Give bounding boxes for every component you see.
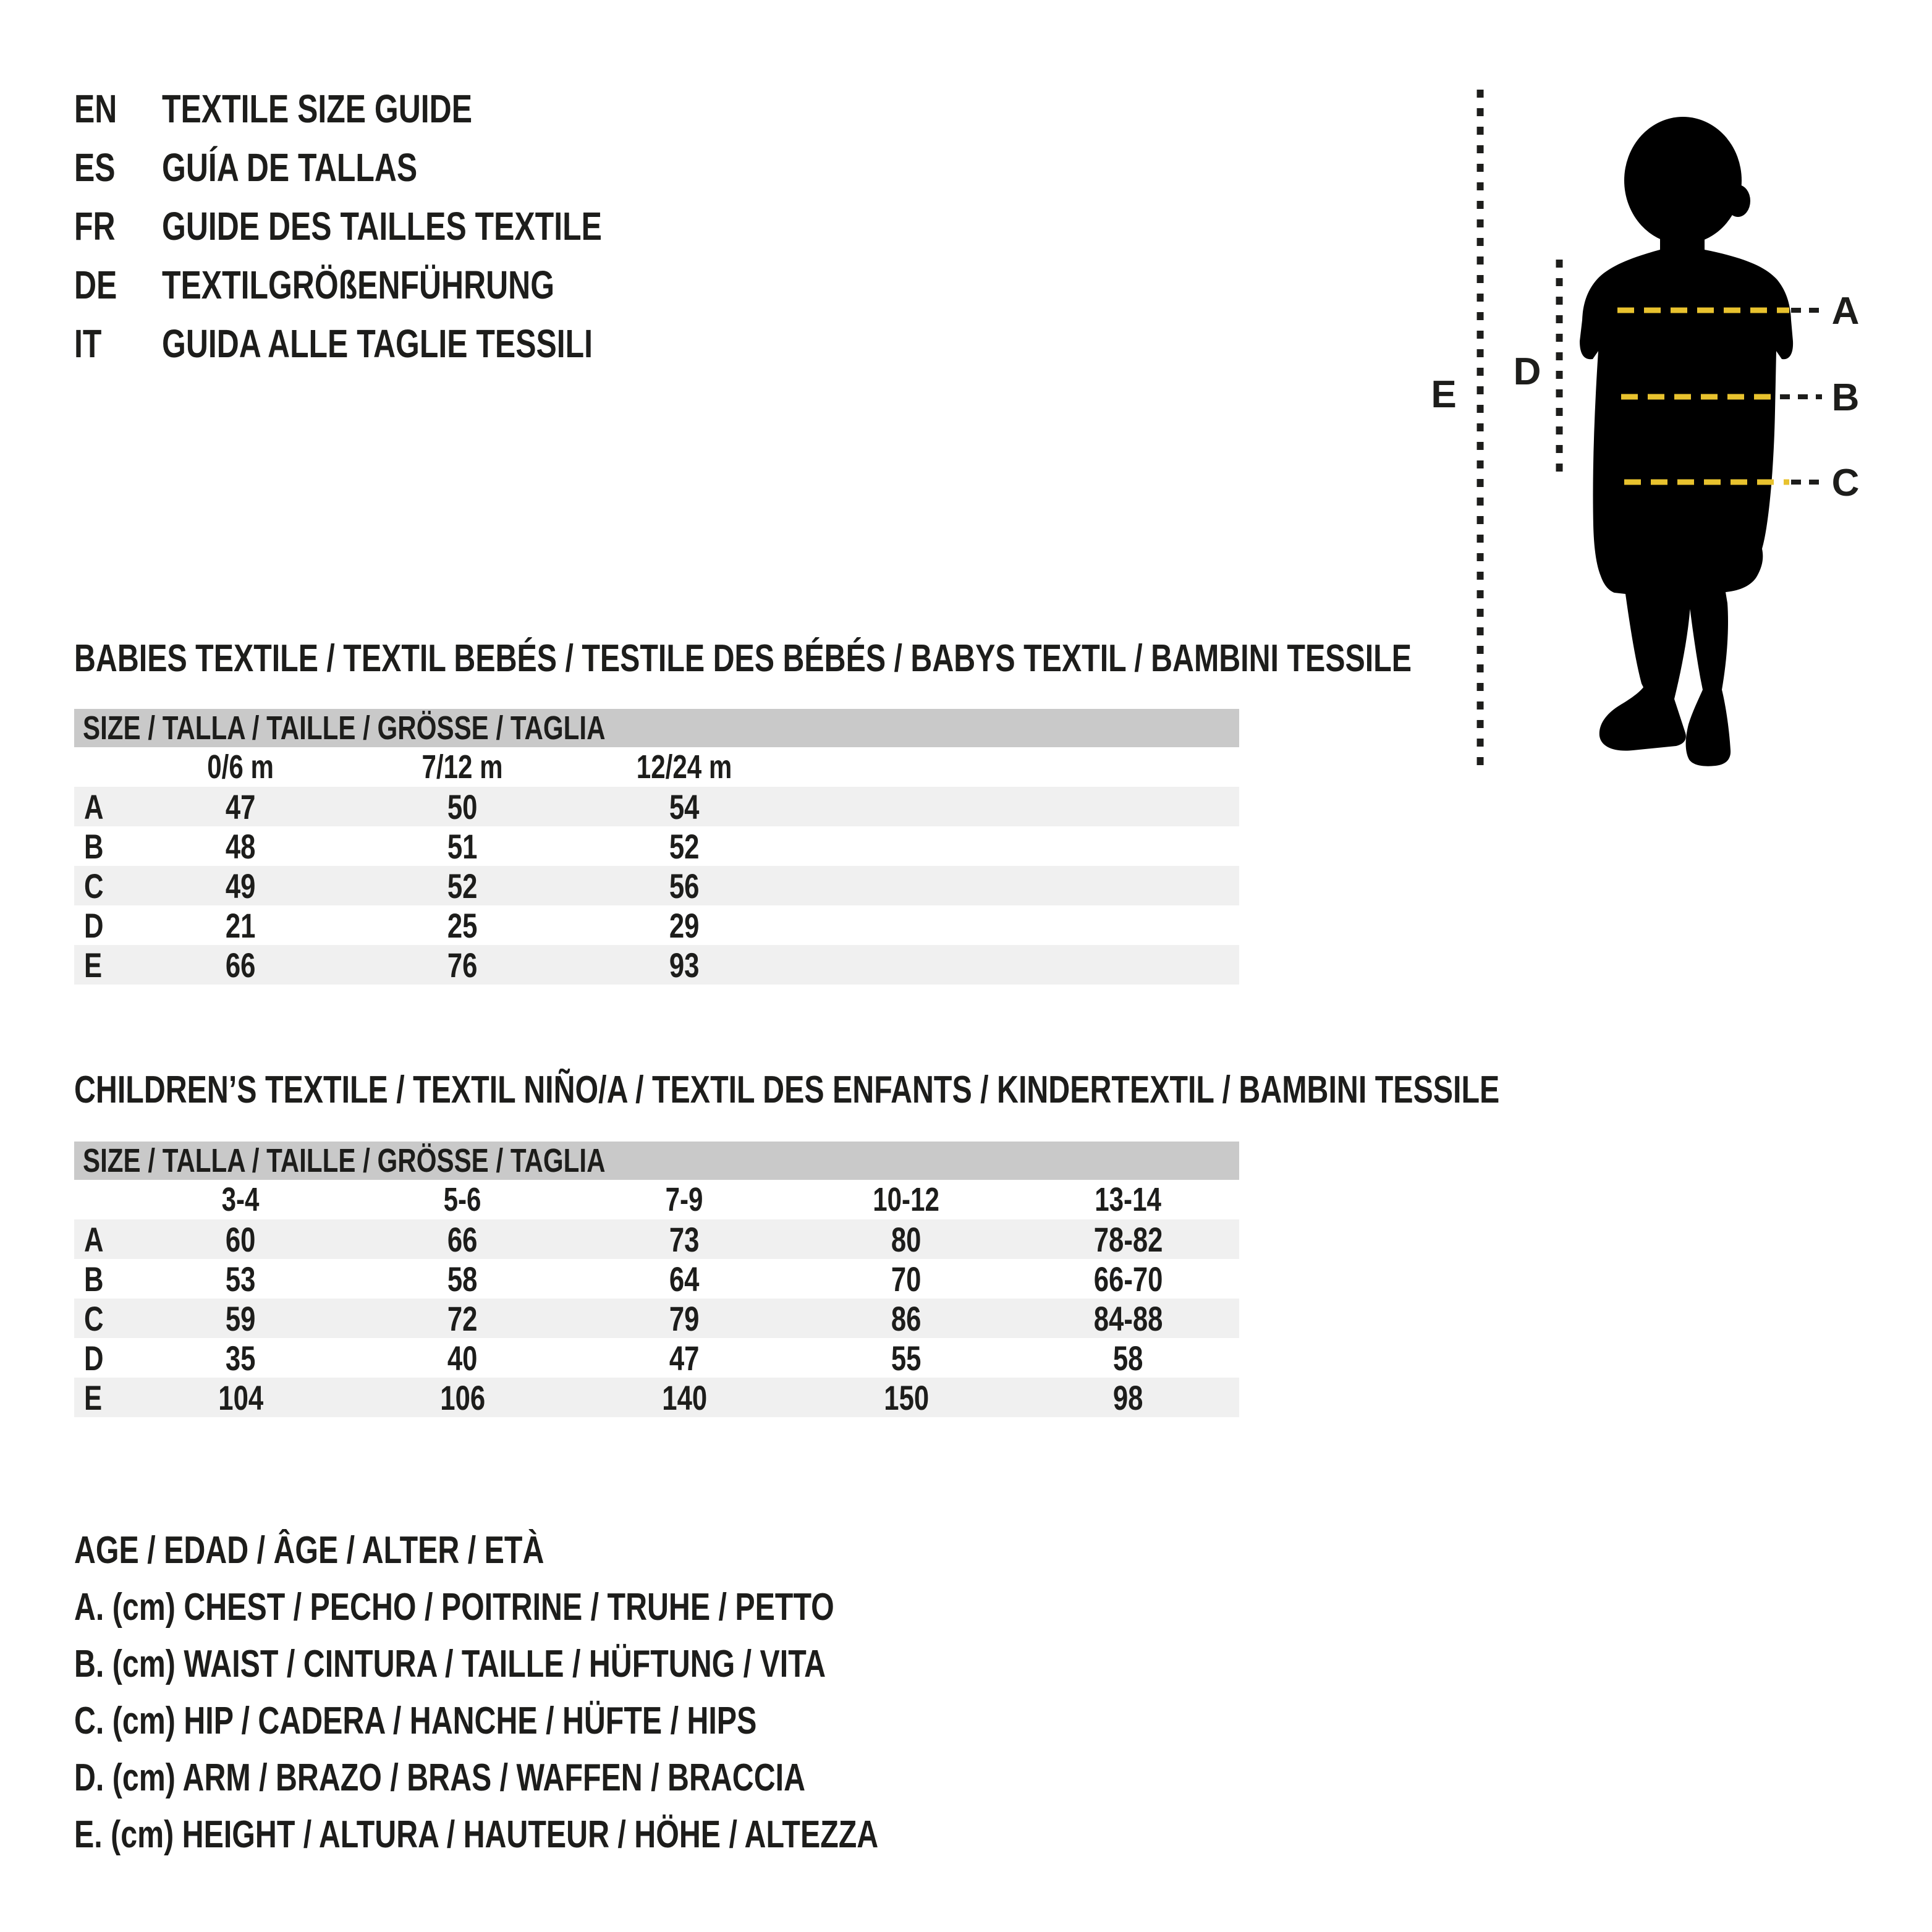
row-label: B — [84, 827, 104, 866]
children-size-header-bar — [74, 1142, 1239, 1180]
table-cell: 48 — [226, 827, 256, 866]
row-label: A — [84, 787, 104, 826]
guide-title-de: TEXTILGRÖßENFÜHRUNG — [162, 262, 555, 307]
column-header: 13-14 — [1095, 1181, 1162, 1218]
size-header-label: SIZE / TALLA / TAILLE / GRÖSSE / TAGLIA — [83, 710, 606, 747]
table-cell: 104 — [218, 1378, 263, 1417]
language-code: EN — [74, 86, 117, 131]
table-row-d — [74, 905, 1239, 945]
table-cell: 66 — [447, 1220, 478, 1259]
children-column-header-row — [74, 1180, 1239, 1219]
table-row-a — [74, 787, 1239, 826]
column-header: 3-4 — [222, 1181, 260, 1218]
table-cell: 84-88 — [1093, 1299, 1163, 1338]
table-cell: 98 — [1113, 1378, 1143, 1417]
table-cell: 54 — [669, 787, 700, 826]
children-size-table — [74, 1142, 1239, 1417]
table-row-c — [74, 866, 1239, 905]
table-cell: 93 — [669, 946, 700, 985]
table-row-e — [74, 1378, 1239, 1417]
language-row-es — [74, 138, 726, 197]
legend-item-age: AGE / EDAD / ÂGE / ALTER / ETÀ — [74, 1528, 544, 1572]
table-cell: 64 — [669, 1260, 700, 1299]
row-label: D — [84, 1339, 104, 1378]
table-cell: 52 — [447, 866, 478, 905]
table-row-b — [74, 1259, 1239, 1299]
table-cell: 21 — [226, 906, 256, 945]
table-cell: 56 — [669, 866, 700, 905]
table-row-d — [74, 1338, 1239, 1378]
column-header: 0/6 m — [207, 748, 274, 786]
table-cell: 60 — [226, 1220, 256, 1259]
guide-title-en: TEXTILE SIZE GUIDE — [162, 86, 473, 131]
label-c-hip: C — [1831, 462, 1860, 504]
children-section-title: CHILDREN’S TEXTILE / TEXTIL NIÑO/A / TEXTIL DES ENFANTS / KINDERTEXTIL / BAMBINI TESSILE — [74, 1069, 1500, 1111]
language-row-it — [74, 314, 726, 373]
table-cell: 86 — [891, 1299, 922, 1338]
row-label: A — [84, 1220, 104, 1259]
table-cell: 35 — [226, 1339, 256, 1378]
legend-item-d-arm: D. (cm) ARM / BRAZO / BRAS / WAFFEN / BRACCIA — [74, 1756, 806, 1799]
child-silhouette-diagram — [1409, 74, 1897, 797]
table-cell: 55 — [891, 1339, 922, 1378]
table-cell: 70 — [891, 1260, 922, 1299]
table-cell: 106 — [440, 1378, 485, 1417]
guide-title-fr: GUIDE DES TAILLES TEXTILE — [162, 203, 602, 248]
row-label: C — [84, 1299, 104, 1338]
language-row-fr — [74, 197, 726, 255]
row-label: B — [84, 1260, 104, 1299]
babies-section-title: BABIES TEXTILE / TEXTIL BEBÉS / TESTILE DES BÉBÉS / BABYS TEXTIL / BAMBINI TESSILE — [74, 637, 1412, 680]
legend-item-b-waist: B. (cm) WAIST / CINTURA / TAILLE / HÜFTUNG / VITA — [74, 1642, 826, 1685]
table-cell: 25 — [447, 906, 478, 945]
row-label: E — [84, 946, 103, 985]
label-a-chest: A — [1831, 290, 1860, 333]
table-cell: 29 — [669, 906, 700, 945]
table-cell: 47 — [669, 1339, 700, 1378]
table-cell: 72 — [447, 1299, 478, 1338]
table-cell: 49 — [226, 866, 256, 905]
table-row-a — [74, 1219, 1239, 1259]
table-cell: 51 — [447, 827, 478, 866]
table-cell: 76 — [447, 946, 478, 985]
table-cell: 58 — [447, 1260, 478, 1299]
table-row-e — [74, 945, 1239, 985]
label-d-arm: D — [1513, 350, 1541, 393]
language-code: IT — [74, 321, 102, 366]
guide-title-es: GUÍA DE TALLAS — [162, 145, 418, 190]
table-cell: 52 — [669, 827, 700, 866]
column-header: 7-9 — [666, 1181, 703, 1218]
table-cell: 66-70 — [1093, 1260, 1163, 1299]
size-header-label: SIZE / TALLA / TAILLE / GRÖSSE / TAGLIA — [83, 1142, 606, 1179]
table-cell: 40 — [447, 1339, 478, 1378]
column-header: 10-12 — [873, 1181, 940, 1218]
table-cell: 47 — [226, 787, 256, 826]
measurement-legend — [74, 1522, 1105, 1863]
table-cell: 140 — [662, 1378, 707, 1417]
column-header: 5-6 — [444, 1181, 481, 1218]
table-cell: 53 — [226, 1260, 256, 1299]
silhouette-body — [1580, 220, 1793, 766]
table-cell: 50 — [447, 787, 478, 826]
table-row-c — [74, 1299, 1239, 1338]
legend-item-e-height: E. (cm) HEIGHT / ALTURA / HAUTEUR / HÖHE / ALTEZZA — [74, 1813, 879, 1856]
language-row-de — [74, 255, 726, 314]
babies-column-header-row — [74, 747, 1239, 787]
table-cell: 73 — [669, 1220, 700, 1259]
silhouette-ear — [1726, 185, 1750, 217]
legend-item-a-chest: A. (cm) CHEST / PECHO / POITRINE / TRUHE / PETTO — [74, 1585, 834, 1629]
table-cell: 150 — [884, 1378, 929, 1417]
row-label: D — [84, 906, 104, 945]
table-cell: 59 — [226, 1299, 256, 1338]
label-b-waist: B — [1831, 376, 1860, 419]
table-row-b — [74, 826, 1239, 866]
label-e-height: E — [1431, 373, 1457, 416]
legend-item-c-hip: C. (cm) HIP / CADERA / HANCHE / HÜFTE / HIPS — [74, 1699, 757, 1742]
language-code: FR — [74, 203, 116, 248]
row-label: E — [84, 1378, 103, 1417]
language-title-list — [74, 79, 726, 373]
guide-title-it: GUIDA ALLE TAGLIE TESSILI — [162, 321, 593, 366]
table-cell: 58 — [1113, 1339, 1143, 1378]
language-code: DE — [74, 262, 117, 307]
table-cell: 78-82 — [1093, 1220, 1163, 1259]
row-label: C — [84, 866, 104, 905]
column-header: 7/12 m — [422, 748, 504, 786]
language-code: ES — [74, 145, 116, 190]
measurement-figure — [1409, 74, 1897, 797]
table-cell: 79 — [669, 1299, 700, 1338]
column-header: 12/24 m — [637, 748, 732, 786]
babies-size-header-bar — [74, 709, 1239, 747]
language-row-en — [74, 79, 726, 138]
babies-size-table — [74, 709, 1239, 985]
table-cell: 80 — [891, 1220, 922, 1259]
table-cell: 66 — [226, 946, 256, 985]
